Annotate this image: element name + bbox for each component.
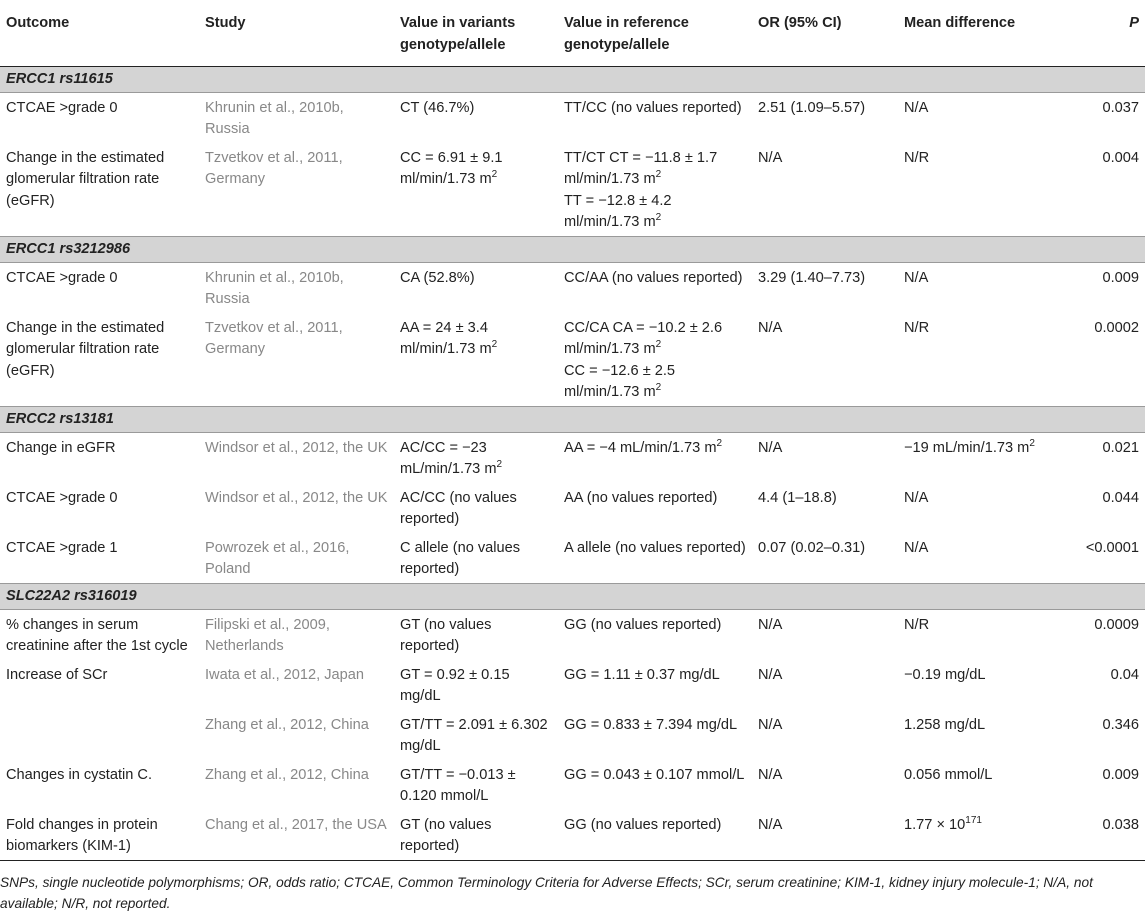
cell-study <box>199 810 394 861</box>
cell-study-text: Zhang et al., 2012, China <box>205 766 369 783</box>
cell-p-text: <0.0001 <box>1085 539 1139 556</box>
cell-mean-difference <box>898 760 1072 810</box>
cell-reference <box>558 760 752 810</box>
cell-reference-text: GG (no values reported) <box>564 816 722 833</box>
cell-study-text: Windsor et al., 2012, the UK <box>205 439 388 456</box>
table-row <box>0 92 1145 143</box>
cell-or-text: N/A <box>758 319 783 336</box>
cell-outcome <box>0 262 199 313</box>
section-title: ERCC2 rs13181 <box>6 410 114 427</box>
cell-study <box>199 609 394 660</box>
cell-reference <box>558 660 752 710</box>
cell-mean-difference-text: N/A <box>904 539 929 556</box>
cell-study <box>199 262 394 313</box>
cell-variant-text: AC/CC = −23 mL/min/1.73 m <box>400 439 497 477</box>
cell-study <box>199 710 394 760</box>
cell-reference <box>558 810 752 861</box>
cell-study-text: Iwata et al., 2012, Japan <box>205 666 365 683</box>
table-row <box>0 432 1145 483</box>
cell-p <box>1072 92 1145 143</box>
cell-or-text: 3.29 (1.40–7.73) <box>758 269 866 286</box>
cell-reference-superscript-line2: 2 <box>655 382 662 394</box>
cell-reference <box>558 533 752 584</box>
cell-study <box>199 660 394 710</box>
cell-or-text: 0.07 (0.02–0.31) <box>758 539 866 556</box>
cell-or-text: N/A <box>758 766 783 783</box>
cell-p-text: 0.044 <box>1102 489 1139 506</box>
cell-variant-text: C allele (no values reported) <box>400 539 521 577</box>
cell-variant <box>394 660 558 710</box>
cell-study-text: Tzvetkov et al., 2011, Germany <box>205 319 343 357</box>
cell-study-text: Tzvetkov et al., 2011, Germany <box>205 149 343 187</box>
header-reference: Value in reference genotype/allele <box>564 15 689 53</box>
table-row <box>0 810 1145 861</box>
section-header-row <box>0 406 1145 432</box>
cell-or-text: N/A <box>758 816 783 833</box>
cell-outcome-text: Change in eGFR <box>6 439 116 456</box>
cell-p-text: 0.038 <box>1102 816 1139 833</box>
cell-variant-text: GT = 0.92 ± 0.15 mg/dL <box>400 666 510 704</box>
cell-mean-difference <box>898 483 1072 533</box>
cell-or <box>752 760 898 810</box>
cell-reference <box>558 313 752 407</box>
cell-outcome <box>0 533 199 584</box>
cell-reference-text-line2: TT = −12.8 ± 4.2 ml/min/1.73 m <box>564 192 672 230</box>
table-row <box>0 143 1145 237</box>
cell-p-text: 0.009 <box>1102 269 1139 286</box>
cell-variant <box>394 432 558 483</box>
cell-mean-difference-text: 0.056 mmol/L <box>904 766 993 783</box>
cell-study-text: Zhang et al., 2012, China <box>205 716 369 733</box>
cell-variant-text: AC/CC (no values reported) <box>400 489 517 527</box>
section-title: ERCC1 rs3212986 <box>6 240 131 257</box>
cell-mean-difference <box>898 92 1072 143</box>
cell-reference-superscript: 2 <box>655 339 662 351</box>
cell-study <box>199 483 394 533</box>
cell-variant <box>394 760 558 810</box>
cell-outcome <box>0 483 199 533</box>
cell-p <box>1072 313 1145 407</box>
cell-reference-superscript-line2: 2 <box>655 212 662 224</box>
cell-p <box>1072 262 1145 313</box>
cell-p-text: 0.0009 <box>1094 616 1139 633</box>
cell-outcome-text: CTCAE >grade 0 <box>6 489 118 506</box>
cell-or <box>752 92 898 143</box>
table-row <box>0 710 1145 760</box>
cell-variant-superscript: 2 <box>496 459 503 471</box>
table-row <box>0 609 1145 660</box>
cell-reference-text: GG = 1.11 ± 0.37 mg/dL <box>564 666 720 683</box>
cell-study <box>199 313 394 407</box>
cell-mean-difference-text: N/R <box>904 616 930 633</box>
cell-variant-text: GT/TT = −0.013 ± 0.120 mmol/L <box>400 766 516 804</box>
cell-reference-text: A allele (no values reported) <box>564 539 746 556</box>
table-header <box>0 0 1145 66</box>
cell-mean-difference <box>898 143 1072 237</box>
cell-outcome-text: Fold changes in protein biomarkers (KIM-1) <box>6 816 158 854</box>
cell-or <box>752 810 898 861</box>
cell-mean-difference-superscript: 171 <box>965 814 982 826</box>
cell-or-text: N/A <box>758 149 783 166</box>
cell-or <box>752 313 898 407</box>
cell-study-text: Khrunin et al., 2010b, Russia <box>205 99 344 137</box>
cell-variant-text: AA = 24 ± 3.4 ml/min/1.73 m <box>400 319 492 357</box>
cell-p <box>1072 609 1145 660</box>
cell-outcome-text: CTCAE >grade 0 <box>6 269 118 286</box>
cell-study-text: Windsor et al., 2012, the UK <box>205 489 388 506</box>
cell-or-text: N/A <box>758 616 783 633</box>
header-p: P <box>1129 15 1139 31</box>
cell-study <box>199 143 394 237</box>
cell-variant <box>394 710 558 760</box>
table-row <box>0 533 1145 584</box>
cell-reference <box>558 710 752 760</box>
cell-variant <box>394 609 558 660</box>
section-title: SLC22A2 rs316019 <box>6 587 137 604</box>
cell-p-text: 0.346 <box>1102 716 1139 733</box>
cell-or <box>752 660 898 710</box>
cell-mean-difference-text: −0.19 mg/dL <box>904 666 986 683</box>
cell-variant-superscript: 2 <box>491 339 498 351</box>
cell-or-text: N/A <box>758 439 783 456</box>
cell-outcome-text: CTCAE >grade 1 <box>6 539 118 556</box>
cell-study-text: Powrozek et al., 2016, Poland <box>205 539 350 577</box>
header-row <box>0 0 1145 66</box>
cell-outcome <box>0 609 199 660</box>
cell-outcome <box>0 313 199 407</box>
cell-outcome <box>0 660 199 710</box>
cell-study <box>199 92 394 143</box>
cell-variant <box>394 483 558 533</box>
cell-p <box>1072 143 1145 237</box>
cell-reference-text: AA (no values reported) <box>564 489 718 506</box>
cell-or <box>752 432 898 483</box>
cell-variant <box>394 810 558 861</box>
cell-p <box>1072 710 1145 760</box>
cell-mean-difference <box>898 609 1072 660</box>
cell-or-text: N/A <box>758 716 783 733</box>
cell-reference <box>558 432 752 483</box>
cell-p-text: 0.009 <box>1102 766 1139 783</box>
table-row <box>0 262 1145 313</box>
cell-reference-text-line2: CC = −12.6 ± 2.5 ml/min/1.73 m <box>564 362 676 400</box>
header-mean-difference: Mean difference <box>904 15 1016 31</box>
cell-outcome <box>0 432 199 483</box>
cell-mean-difference <box>898 262 1072 313</box>
table-row <box>0 313 1145 407</box>
cell-study-text: Chang et al., 2017, the USA <box>205 816 387 833</box>
cell-mean-difference <box>898 533 1072 584</box>
cell-or-text: 2.51 (1.09–5.57) <box>758 99 866 116</box>
cell-reference <box>558 262 752 313</box>
cell-variant-text: GT (no values reported) <box>400 616 492 654</box>
cell-variant <box>394 262 558 313</box>
cell-reference-text: TT/CT CT = −11.8 ± 1.7 ml/min/1.73 m <box>564 149 718 187</box>
cell-p-text: 0.037 <box>1102 99 1139 116</box>
section-title: ERCC1 rs11615 <box>6 70 113 87</box>
table-footnote: SNPs, single nucleotide polymorphisms; OR, odds ratio; CTCAE, Common Terminology Criteria for Adverse Effects; SCr, serum creatinine; KIM-1, kidney injury molecule-1; N/A, not available; N/R, not reported. <box>0 875 1093 911</box>
cell-p-text: 0.021 <box>1102 439 1139 456</box>
cell-study <box>199 533 394 584</box>
section-header-row <box>0 66 1145 92</box>
cell-or-text: N/A <box>758 666 783 683</box>
cell-variant-text: CC = 6.91 ± 9.1 ml/min/1.73 m <box>400 149 503 187</box>
cell-outcome-text: % changes in serum creatinine after the 1st cycle <box>6 616 188 654</box>
table-body <box>0 66 1145 860</box>
header-variant: Value in variants genotype/allele <box>400 15 516 53</box>
cell-mean-difference-superscript: 2 <box>1029 437 1035 449</box>
cell-variant <box>394 143 558 237</box>
cell-mean-difference-text: −19 mL/min/1.73 m <box>904 439 1030 456</box>
cell-reference <box>558 609 752 660</box>
cell-reference-text: GG = 0.833 ± 7.394 mg/dL <box>564 716 738 733</box>
cell-study-text: Khrunin et al., 2010b, Russia <box>205 269 344 307</box>
cell-mean-difference <box>898 313 1072 407</box>
cell-mean-difference-text: N/A <box>904 99 929 116</box>
cell-mean-difference-text: 1.77 × 10 <box>904 816 966 833</box>
cell-reference-text: GG (no values reported) <box>564 616 722 633</box>
header-or: OR (95% CI) <box>758 15 842 31</box>
cell-reference-text: CC/CA CA = −10.2 ± 2.6 ml/min/1.73 m <box>564 319 723 357</box>
cell-variant-text: GT/TT = 2.091 ± 6.302 mg/dL <box>400 716 548 754</box>
cell-outcome <box>0 143 199 237</box>
cell-or <box>752 483 898 533</box>
cell-reference-text: GG = 0.043 ± 0.107 mmol/L <box>564 766 745 783</box>
cell-mean-difference <box>898 660 1072 710</box>
cell-or <box>752 710 898 760</box>
cell-variant-superscript: 2 <box>491 169 498 181</box>
cell-reference <box>558 92 752 143</box>
cell-p <box>1072 483 1145 533</box>
cell-p <box>1072 660 1145 710</box>
cell-reference-text: AA = −4 mL/min/1.73 m <box>564 439 717 456</box>
cell-outcome <box>0 92 199 143</box>
cell-reference-superscript: 2 <box>716 437 723 449</box>
cell-variant <box>394 92 558 143</box>
table-row <box>0 760 1145 810</box>
section-header-row <box>0 583 1145 609</box>
cell-reference-text: CC/AA (no values reported) <box>564 269 743 286</box>
cell-p <box>1072 533 1145 584</box>
header-study: Study <box>205 15 246 31</box>
cell-reference-text: TT/CC (no values reported) <box>564 99 742 116</box>
cell-outcome-text: Change in the estimated glomerular filtration rate (eGFR) <box>6 149 165 209</box>
cell-p <box>1072 432 1145 483</box>
cell-outcome-text: Change in the estimated glomerular filtration rate (eGFR) <box>6 319 165 379</box>
cell-reference <box>558 483 752 533</box>
cell-mean-difference-text: N/R <box>904 319 930 336</box>
cell-or <box>752 533 898 584</box>
cell-study <box>199 760 394 810</box>
cell-study-text: Filipski et al., 2009, Netherlands <box>205 616 330 654</box>
cell-p <box>1072 810 1145 861</box>
cell-p-text: 0.04 <box>1110 666 1139 683</box>
cell-outcome <box>0 760 199 810</box>
table-row <box>0 660 1145 710</box>
cell-outcome-text: CTCAE >grade 0 <box>6 99 118 116</box>
table-row <box>0 483 1145 533</box>
cell-p-text: 0.0002 <box>1094 319 1139 336</box>
cell-mean-difference-text: N/R <box>904 149 930 166</box>
cell-reference <box>558 143 752 237</box>
cell-p <box>1072 760 1145 810</box>
header-outcome: Outcome <box>6 15 70 31</box>
section-header-row <box>0 236 1145 262</box>
cell-variant <box>394 533 558 584</box>
cell-outcome <box>0 810 199 861</box>
cell-outcome-text: Increase of SCr <box>6 666 108 683</box>
cell-mean-difference <box>898 810 1072 861</box>
cell-or <box>752 262 898 313</box>
cell-variant-text: GT (no values reported) <box>400 816 492 854</box>
cell-outcome <box>0 710 199 760</box>
cell-mean-difference-text: N/A <box>904 489 929 506</box>
cell-variant-text: CA (52.8%) <box>400 269 475 286</box>
cell-or <box>752 609 898 660</box>
cell-study <box>199 432 394 483</box>
cell-mean-difference <box>898 432 1072 483</box>
cell-reference-superscript: 2 <box>655 169 662 181</box>
cell-or-text: 4.4 (1–18.8) <box>758 489 837 506</box>
cell-or <box>752 143 898 237</box>
cell-p-text: 0.004 <box>1102 149 1139 166</box>
cell-variant-text: CT (46.7%) <box>400 99 475 116</box>
cell-variant <box>394 313 558 407</box>
cell-mean-difference <box>898 710 1072 760</box>
cell-outcome-text: Changes in cystatin C. <box>6 766 153 783</box>
cell-mean-difference-text: 1.258 mg/dL <box>904 716 986 733</box>
cell-mean-difference-text: N/A <box>904 269 929 286</box>
